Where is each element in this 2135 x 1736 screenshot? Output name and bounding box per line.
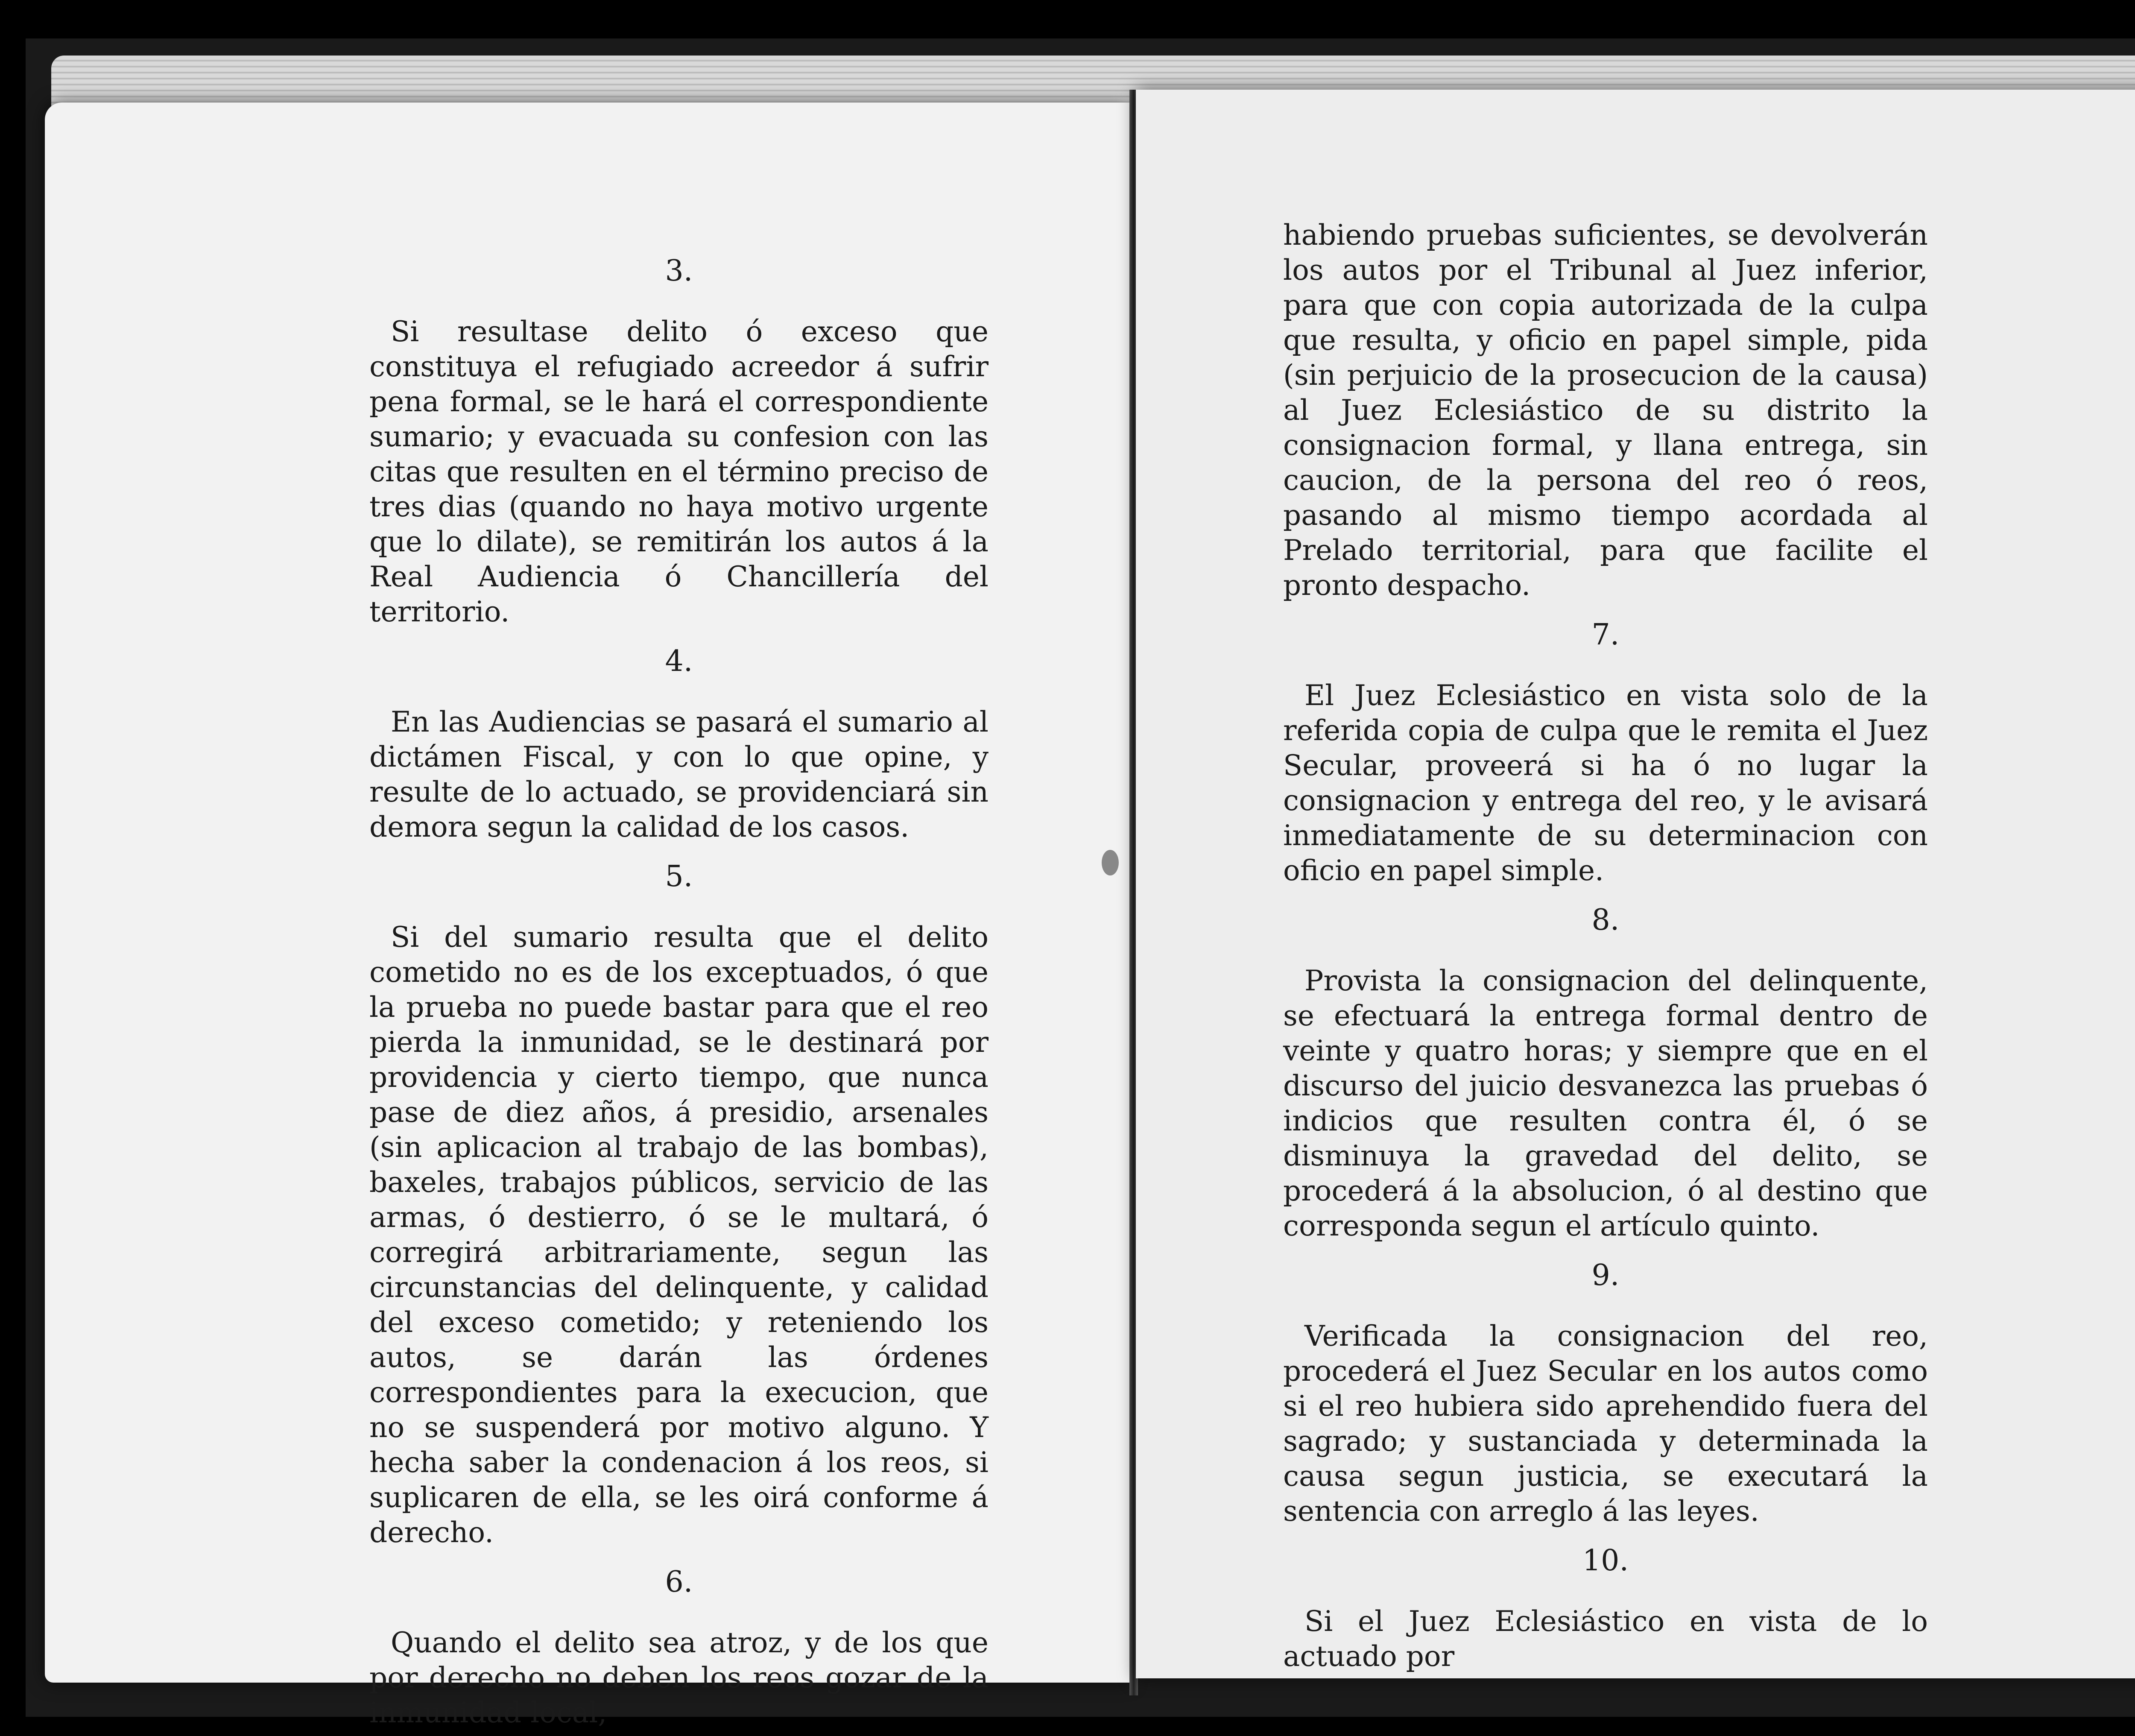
section-number: 7. bbox=[1591, 618, 1620, 652]
page-hole bbox=[1102, 850, 1119, 875]
section-number: 4. bbox=[665, 644, 693, 678]
section-number: 8. bbox=[1591, 903, 1620, 937]
section-number: 3. bbox=[665, 254, 693, 288]
section-paragraph: Quando el delito sea atroz, y de los que por derecho no deben los reos gozar de la inmunidad local, bbox=[369, 1626, 989, 1729]
section-number: 5. bbox=[665, 860, 693, 893]
section-paragraph: Verificada la consignacion del reo, procederá el Juez Secular en los autos como si el reo hubiera sido aprehendido fuera del sagrado; y sustanciada y determinada la causa segun justicia, se executará la sentencia con arreglo á las leyes. bbox=[1283, 1320, 1928, 1528]
section-paragraph: Provista la consignacion del delinquente, se efectuará la entrega formal dentro de veinte y quatro horas; y siempre que en el discurso del juicio desvanezca las pruebas ó indicios que resulten contra él, ó se disminuya la gravedad del delito, se procederá á la absolucion, ó al destino que corresponda segun el artículo quinto. bbox=[1283, 964, 1928, 1242]
section-number: 10. bbox=[1582, 1544, 1629, 1578]
section-number: 9. bbox=[1591, 1259, 1620, 1292]
section-paragraph: El Juez Eclesiástico en vista solo de la referida copia de culpa que le remita el Juez Secular, proveerá si ha ó no lugar la consignacion y entrega del reo, y le avisará inmediatamente de su determinacion con oficio en papel simple. bbox=[1283, 679, 1928, 887]
section-paragraph: Si del sumario resulta que el delito cometido no es de los exceptuados, ó que la prueba no puede bastar para que el reo pierda la inmunidad, se le destinará por providencia y cierto tiempo, que nunca pase de diez años, á presidio, arsenales (sin aplicacion al trabajo de las bombas), baxeles, trabajos públicos, servicio de las armas, ó destierro, ó se le multará, ó corregirá arbitrariamente, segun las circunstancias del delinquente, y calidad del exceso cometido; y reteniendo los autos, se darán las órdenes correspondientes para la execucion, que no se suspenderá por motivo alguno. Y hecha saber la condenacion á los reos, si suplicaren de ella, se les oirá conforme á derecho. bbox=[369, 921, 989, 1549]
right-page-text bbox=[1283, 218, 1928, 1674]
section-number: 6. bbox=[665, 1565, 693, 1599]
section-paragraph: Si resultase delito ó exceso que constituya el refugiado acreedor á sufrir pena formal, se le hará el correspondiente sumario; y evacuada su confesion con las citas que resulten en el término preciso de tres dias (quando no haya motivo urgente que lo dilate), se remitirán los autos á la Real Audiencia ó Chancillería del territorio. bbox=[369, 315, 989, 628]
section-paragraph: En las Audiencias se pasará el sumario al dictámen Fiscal, y con lo que opine, y resulte de lo actuado, se providenciará sin demora segun la calidad de los casos. bbox=[369, 706, 989, 843]
section-paragraph: Si el Juez Eclesiástico en vista de lo actuado por bbox=[1283, 1605, 1928, 1673]
section-paragraph: habiendo pruebas suficientes, se devolverán los autos por el Tribunal al Juez inferior, para que con copia autorizada de la culpa que resulta, y oficio en papel simple, pida (sin perjuicio de la prosecucion de la causa) al Juez Eclesiástico de su distrito la consignacion formal, y llana entrega, sin caucion, de la persona del reo ó reos, pasando al mismo tiempo acordada al Prelado territorial, para que facilite el pronto despacho. bbox=[1283, 219, 1928, 602]
left-page-text bbox=[369, 239, 989, 1730]
